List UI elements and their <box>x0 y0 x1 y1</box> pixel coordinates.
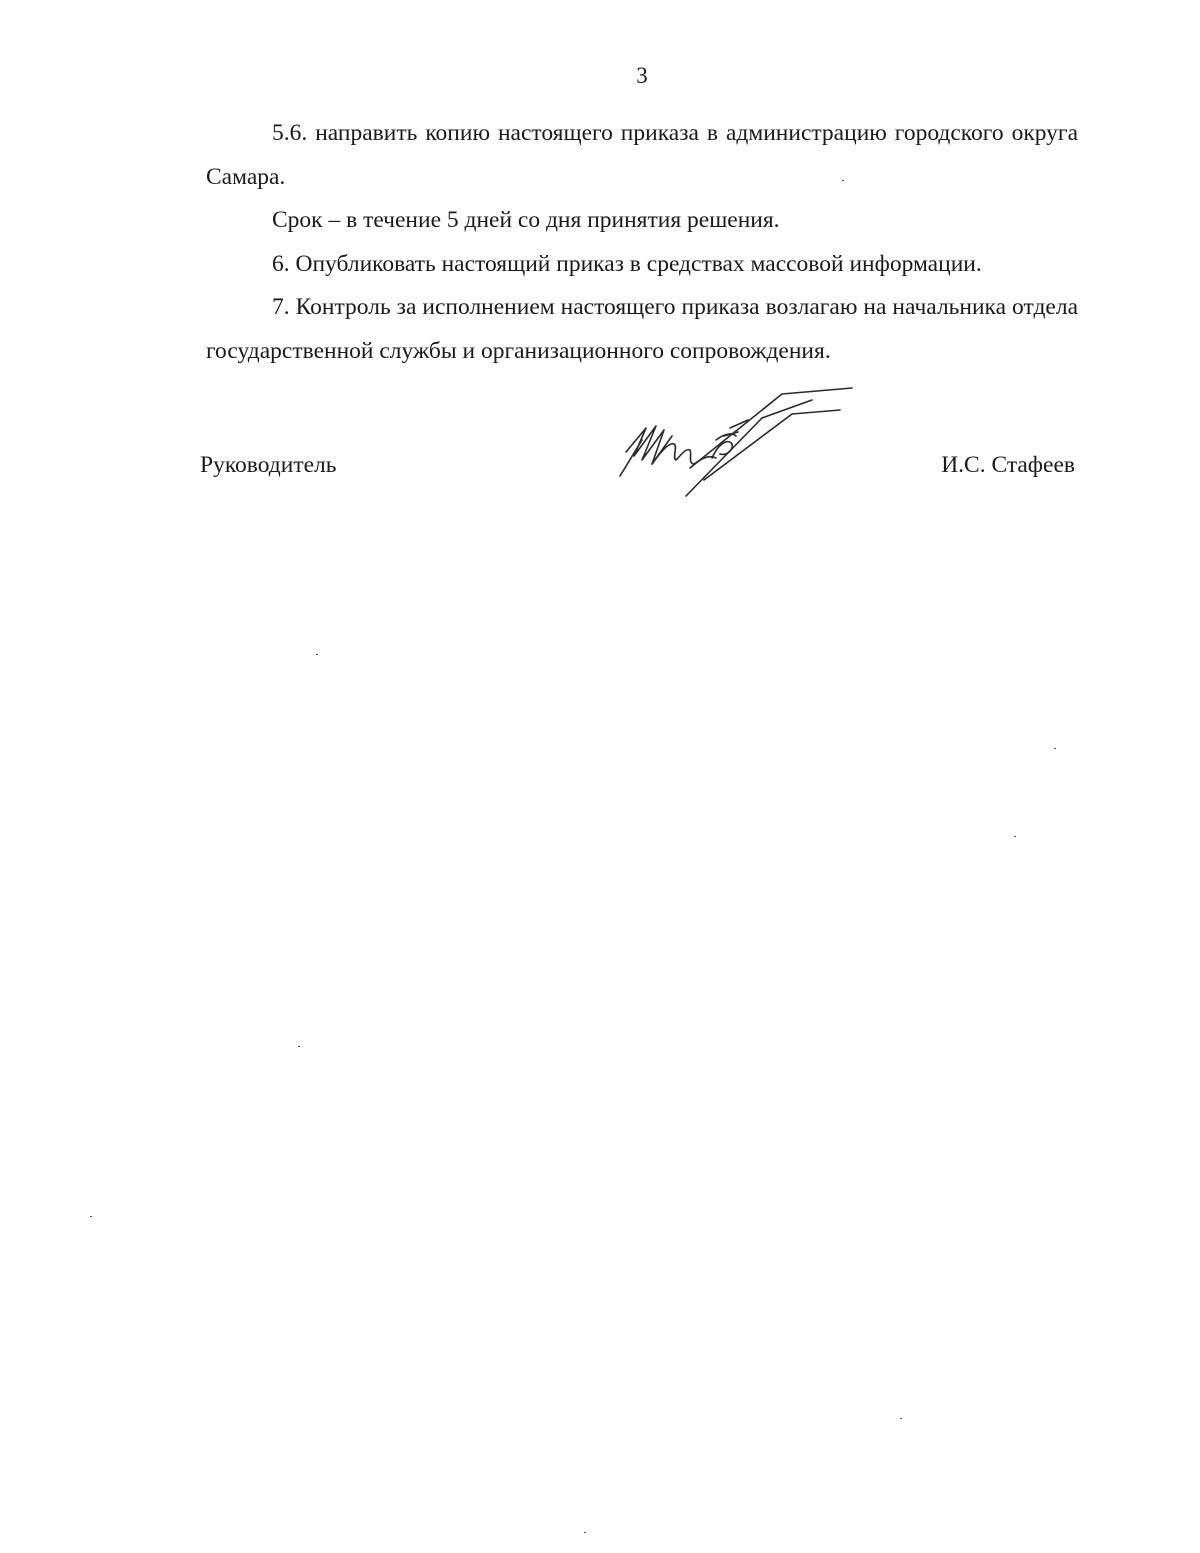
paragraph-6: 6. Опубликовать настоящий приказ в средствах массовой информации. <box>272 250 982 277</box>
scan-speck <box>316 654 318 655</box>
scan-speck <box>298 1046 300 1047</box>
scan-speck <box>1014 836 1016 837</box>
signatory-position: Руководитель <box>200 452 337 478</box>
scan-speck <box>90 1216 92 1217</box>
paragraph-5-6: 5.6. направить копию настоящего приказа в администрацию городского округа Самара. <box>206 120 1078 190</box>
signatory-name: И.С. Стафеев <box>941 452 1075 478</box>
page-number: 3 <box>636 63 648 88</box>
scan-speck <box>1054 748 1056 749</box>
scan-speck <box>584 1532 586 1533</box>
paragraph-deadline: Срок – в течение 5 дней со дня принятия решения. <box>272 207 780 233</box>
handwritten-signature-icon <box>612 384 862 509</box>
scan-speck <box>842 180 844 181</box>
document-body <box>206 112 1078 373</box>
scan-speck <box>900 1418 902 1419</box>
paragraph-7: 7. Контроль за исполнением настоящего приказа возлагаю на начальника отдела государственной службы и организационного сопровождения. <box>206 294 1078 364</box>
